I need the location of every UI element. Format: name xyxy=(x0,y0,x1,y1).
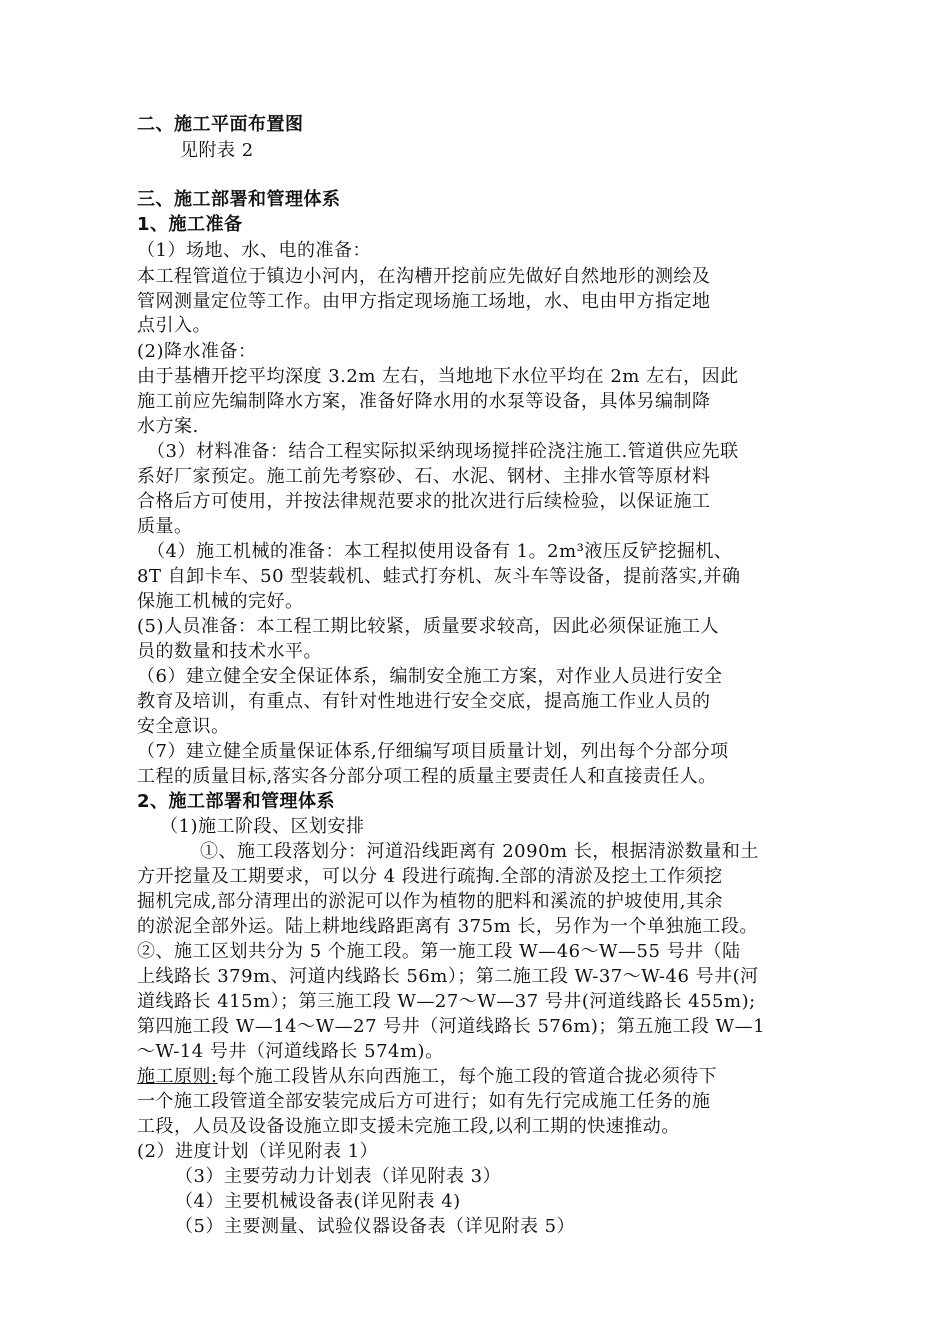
principle-label: 施工原则: xyxy=(137,1066,218,1087)
paragraph-line: 工程的质量目标,落实各分部分项工程的质量主要责任人和直接责任人。 xyxy=(137,766,717,787)
paragraph-line: 工段，人员及设备设施立即支援未完施工段,以利工期的快速推动。 xyxy=(137,1116,680,1137)
paragraph-line: ～W-14 号井（河道线路长 574m)。 xyxy=(137,1041,444,1062)
section-heading-2: 二、施工平面布置图 xyxy=(137,114,304,135)
paragraph-line: 点引入。 xyxy=(137,315,211,336)
paragraph-line: 的淤泥全部外运。陆上耕地线路距离有 375m 长，另作为一个单独施工段。 xyxy=(137,916,758,937)
paragraph-line: 系好厂家预定。施工前先考察砂、石、水泥、钢材、主排水管等原材料 xyxy=(137,466,711,487)
paragraph-line: 掘机完成,部分清理出的淤泥可以作为植物的肥料和溪流的护坡使用,其余 xyxy=(137,891,723,912)
paragraph-line: 见附表 2 xyxy=(180,140,254,161)
paragraph-line: 第四施工段 W—14～W—27 号井（河道线路长 576m)；第五施工段 W—1 xyxy=(137,1016,766,1037)
paragraph-line: 上线路长 379m、河道内线路长 56m）；第二施工段 W-37～W-46 号井(河 xyxy=(137,966,759,987)
paragraph-line: （6）建立健全安全保证体系，编制安全施工方案，对作业人员进行安全 xyxy=(137,666,723,687)
paragraph-line: ②、施工区划共分为 5 个施工段。第一施工段 W—46～W—55 号井（陆 xyxy=(137,941,741,962)
paragraph-line: （4）主要机械设备表(详见附表 4) xyxy=(175,1191,461,1212)
paragraph-line: （3）主要劳动力计划表（详见附表 3） xyxy=(175,1166,502,1187)
paragraph-line: (2）进度计划（详见附表 1） xyxy=(137,1141,379,1162)
paragraph-line: (2)降水准备： xyxy=(137,341,257,362)
principle-line xyxy=(137,1064,717,1090)
paragraph-line: 道线路长 415m）；第三施工段 W—27～W—37 号井(河道线路长 455m); xyxy=(137,991,756,1012)
paragraph-line: （1）场地、水、电的准备： xyxy=(137,240,371,261)
paragraph-line: 安全意识。 xyxy=(137,716,230,737)
paragraph-line: 方开挖量及工期要求，可以分 4 段进行疏掏.全部的清淤及挖土工作须挖 xyxy=(137,866,723,887)
paragraph-line: （3）材料准备：结合工程实际拟采纳现场搅拌砼浇注施工.管道供应先联 xyxy=(147,441,739,462)
paragraph-line: 教育及培训，有重点、有针对性地进行安全交底，提高施工作业人员的 xyxy=(137,691,711,712)
subsection-heading-2: 2、施工部署和管理体系 xyxy=(137,791,336,812)
paragraph-line: （7）建立健全质量保证体系,仔细编写项目质量计划，列出每个分部分项 xyxy=(137,741,729,762)
paragraph-line: 管网测量定位等工作。由甲方指定现场施工场地，水、电由甲方指定地 xyxy=(137,291,711,312)
paragraph-line: 8T 自卸卡车、50 型装载机、蛙式打夯机、灰斗车等设备，提前落实,并确 xyxy=(137,566,741,587)
section-heading-3: 三、施工部署和管理体系 xyxy=(137,189,341,210)
paragraph-line: 由于基槽开挖平均深度 3.2m 左右，当地地下水位平均在 2m 左右，因此 xyxy=(137,366,739,387)
paragraph-line: 施工前应先编制降水方案，准备好降水用的水泵等设备，具体另编制降 xyxy=(137,391,711,412)
paragraph-line: 本工程管道位于镇边小河内，在沟槽开挖前应先做好自然地形的测绘及 xyxy=(137,266,711,287)
paragraph-line: （5）主要测量、试验仪器设备表（详见附表 5） xyxy=(175,1216,576,1237)
paragraph-line: 合格后方可使用，并按法律规范要求的批次进行后续检验，以保证施工 xyxy=(137,491,711,512)
paragraph-line: 保施工机械的完好。 xyxy=(137,591,304,612)
paragraph-line: 质量。 xyxy=(137,516,193,537)
paragraph-line: 水方案. xyxy=(137,416,199,437)
paragraph-line: （4）施工机械的准备：本工程拟使用设备有 1。2m³液压反铲挖掘机、 xyxy=(147,541,733,562)
principle-text: 每个施工段皆从东向西施工，每个施工段的管道合拢必须待下 xyxy=(217,1066,718,1087)
paragraph-line: (5)人员准备：本工程工期比较紧，质量要求较高，因此必须保证施工人 xyxy=(137,616,719,637)
paragraph-line: ①、施工段落划分：河道沿线距离有 2090m 长，根据清淤数量和土 xyxy=(200,841,759,862)
subsection-heading-1: 1、施工准备 xyxy=(137,214,243,235)
paragraph-line: 一个施工段管道全部安装完成后方可进行；如有先行完成施工任务的施 xyxy=(137,1091,711,1112)
paragraph-line: 员的数量和技术水平。 xyxy=(137,641,322,662)
paragraph-line: （1)施工阶段、区划安排 xyxy=(160,816,365,837)
